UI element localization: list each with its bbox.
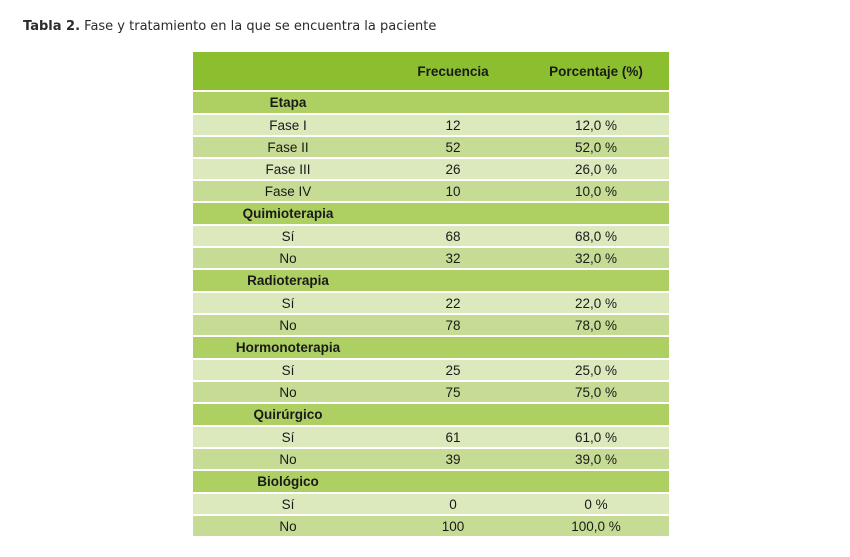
porcentaje-cell: 0 % [523,493,669,515]
frecuencia-cell: 39 [383,448,523,470]
row-label-cell: No [193,515,383,537]
header-cell-frecuencia: Frecuencia [383,52,523,91]
section-row [193,470,669,493]
row-label-cell: No [193,381,383,403]
section-row [193,403,669,426]
section-empty-cell [383,470,523,493]
row-label-cell: Sí [193,493,383,515]
table-row [193,225,669,247]
porcentaje-cell: 32,0 % [523,247,669,269]
porcentaje-cell: 100,0 % [523,515,669,537]
frecuencia-cell: 22 [383,292,523,314]
row-label-cell: Sí [193,426,383,448]
section-title: Biológico [193,470,383,493]
table-row [193,247,669,269]
row-label-cell: No [193,247,383,269]
frecuencia-cell: 10 [383,180,523,202]
header-cell-porcentaje: Porcentaje (%) [523,52,669,91]
frecuencia-cell: 52 [383,136,523,158]
section-empty-cell [383,202,523,225]
table-row [193,158,669,180]
table-body [193,91,669,537]
porcentaje-cell: 26,0 % [523,158,669,180]
section-title: Etapa [193,91,383,114]
porcentaje-cell: 75,0 % [523,381,669,403]
row-label-cell: Fase IV [193,180,383,202]
section-empty-cell [523,403,669,426]
porcentaje-cell: 12,0 % [523,114,669,136]
caption-label: Tabla 2. [23,19,81,34]
table-row [193,515,669,537]
porcentaje-cell: 61,0 % [523,426,669,448]
frecuencia-cell: 25 [383,359,523,381]
table-caption [23,19,436,34]
section-empty-cell [523,202,669,225]
table-row [193,448,669,470]
section-title: Radioterapia [193,269,383,292]
row-label-cell: Sí [193,292,383,314]
section-title: Quirúrgico [193,403,383,426]
table-row [193,314,669,336]
header-cell-label [193,52,383,91]
section-empty-cell [383,91,523,114]
section-empty-cell [523,470,669,493]
section-row [193,202,669,225]
row-label-cell: Fase II [193,136,383,158]
porcentaje-cell: 39,0 % [523,448,669,470]
data-table [193,52,669,538]
frecuencia-cell: 0 [383,493,523,515]
section-empty-cell [383,269,523,292]
porcentaje-cell: 68,0 % [523,225,669,247]
table-row [193,114,669,136]
section-empty-cell [383,403,523,426]
row-label-cell: No [193,314,383,336]
row-label-cell: Fase III [193,158,383,180]
section-empty-cell [383,336,523,359]
section-empty-cell [523,336,669,359]
frecuencia-cell: 75 [383,381,523,403]
frecuencia-cell: 100 [383,515,523,537]
row-label-cell: Sí [193,225,383,247]
section-empty-cell [523,91,669,114]
porcentaje-cell: 10,0 % [523,180,669,202]
porcentaje-cell: 25,0 % [523,359,669,381]
header-row [193,52,669,91]
row-label-cell: Sí [193,359,383,381]
porcentaje-cell: 22,0 % [523,292,669,314]
frecuencia-cell: 32 [383,247,523,269]
frecuencia-cell: 68 [383,225,523,247]
section-row [193,269,669,292]
frecuencia-cell: 26 [383,158,523,180]
section-title: Hormonoterapia [193,336,383,359]
frecuencia-cell: 78 [383,314,523,336]
row-label-cell: Fase I [193,114,383,136]
table-row [193,493,669,515]
porcentaje-cell: 78,0 % [523,314,669,336]
table-row [193,426,669,448]
section-row [193,91,669,114]
table-row [193,136,669,158]
frecuencia-cell: 12 [383,114,523,136]
table-row [193,180,669,202]
row-label-cell: No [193,448,383,470]
table-row [193,381,669,403]
frecuencia-cell: 61 [383,426,523,448]
section-empty-cell [523,269,669,292]
caption-text: Fase y tratamiento en la que se encuentra la paciente [84,19,437,34]
section-row [193,336,669,359]
porcentaje-cell: 52,0 % [523,136,669,158]
table-row [193,359,669,381]
section-title: Quimioterapia [193,202,383,225]
table-row [193,292,669,314]
